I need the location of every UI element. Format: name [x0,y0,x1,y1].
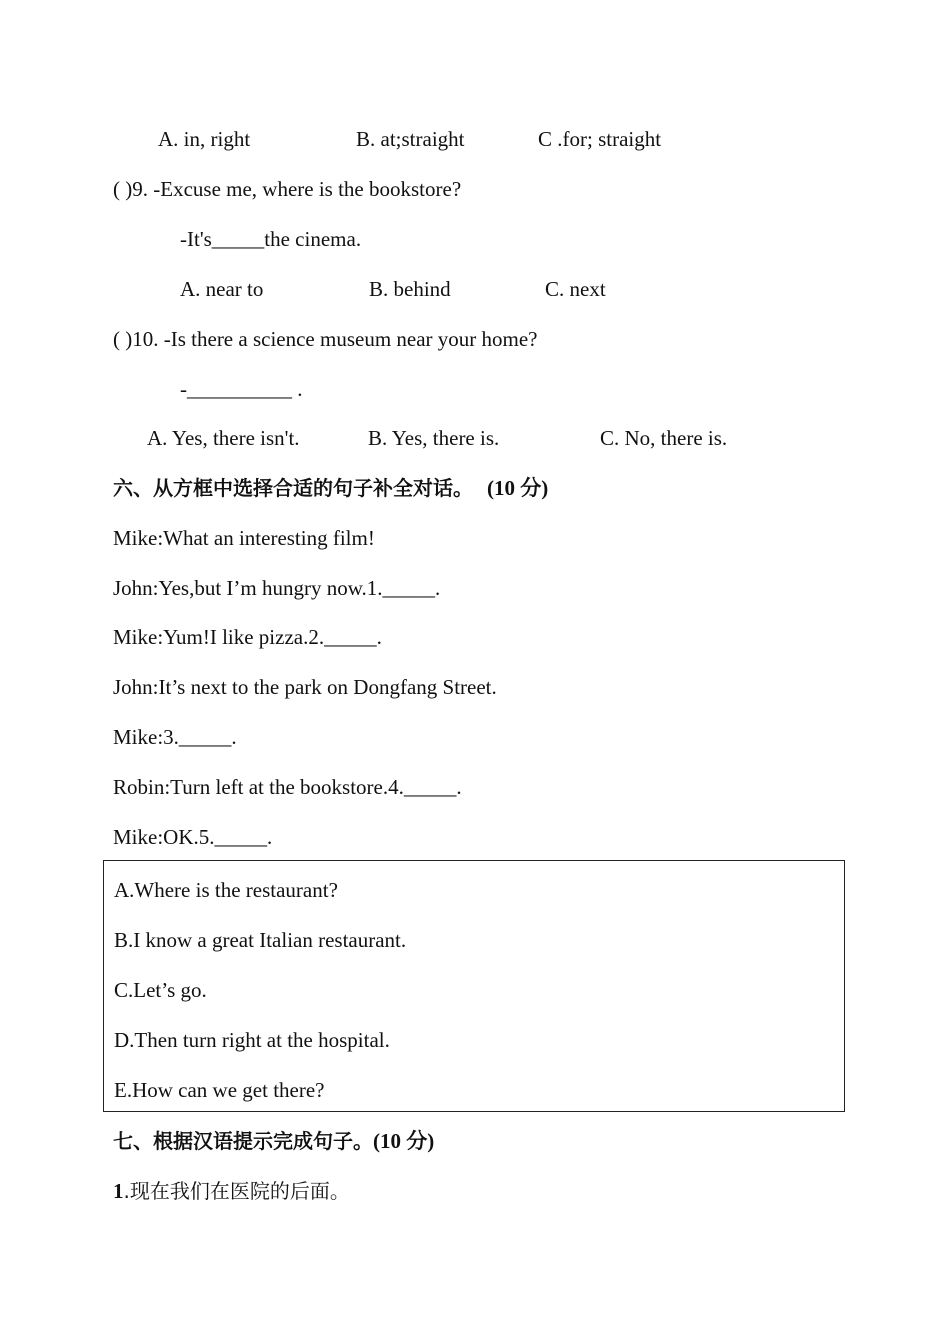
q8-option-a: A. in, right [158,127,251,151]
choice-b: B.I know a great Italian restaurant. [114,928,407,952]
section7-item-1-text: .现在我们在医院的后面。 [123,1179,350,1203]
section7-title: 七、根据汉语提示完成句子。 [113,1129,373,1153]
dialogue-line-1: Mike:What an interesting film! [113,526,375,550]
q9-question: 9. -Excuse me, where is the bookstore? [132,177,462,201]
choice-c: C.Let’s go. [114,978,207,1002]
q9-answer-paren: ( ) [113,177,133,201]
choice-a: A.Where is the restaurant? [114,878,338,902]
q10-answer-paren: ( ) [113,327,133,351]
section6-score: (10 分) [487,476,549,500]
choice-d: D.Then turn right at the hospital. [114,1028,390,1052]
q9-option-c: C. next [545,277,606,301]
q9-option-a: A. near to [180,277,264,301]
q10-answer: -__________ . [180,377,303,401]
q10-option-a: A. Yes, there isn't. [147,426,300,450]
q10-question: 10. -Is there a science museum near your home? [132,327,538,351]
dialogue-line-5: Mike:3._____. [113,725,237,749]
section7-item-1-number: 1 [113,1179,124,1203]
section6-title: 六、从方框中选择合适的句子补全对话。 [113,476,473,500]
q10-option-b: B. Yes, there is. [368,426,500,450]
dialogue-line-2: John:Yes,but I’m hungry now.1._____. [113,576,441,600]
section7-score: (10 分) [373,1129,435,1153]
choices-box [103,860,845,1112]
q10-question-line [113,329,538,350]
q9-question-line [113,179,461,200]
section6-heading [113,478,548,499]
q9-option-b: B. behind [369,277,451,301]
q10-option-c: C. No, there is. [600,426,728,450]
section7-item-1 [113,1181,350,1202]
dialogue-line-3: Mike:Yum!I like pizza.2._____. [113,625,382,649]
dialogue-line-6: Robin:Turn left at the bookstore.4._____. [113,775,462,799]
q8-option-c: C .for; straight [538,127,662,151]
q9-answer: -It's_____the cinema. [180,227,362,251]
section7-heading [113,1131,434,1152]
dialogue-line-7: Mike:OK.5._____. [113,825,273,849]
choice-e: E.How can we get there? [114,1078,325,1102]
q8-option-b: B. at;straight [356,127,465,151]
dialogue-line-4: John:It’s next to the park on Dongfang Street. [113,675,497,699]
